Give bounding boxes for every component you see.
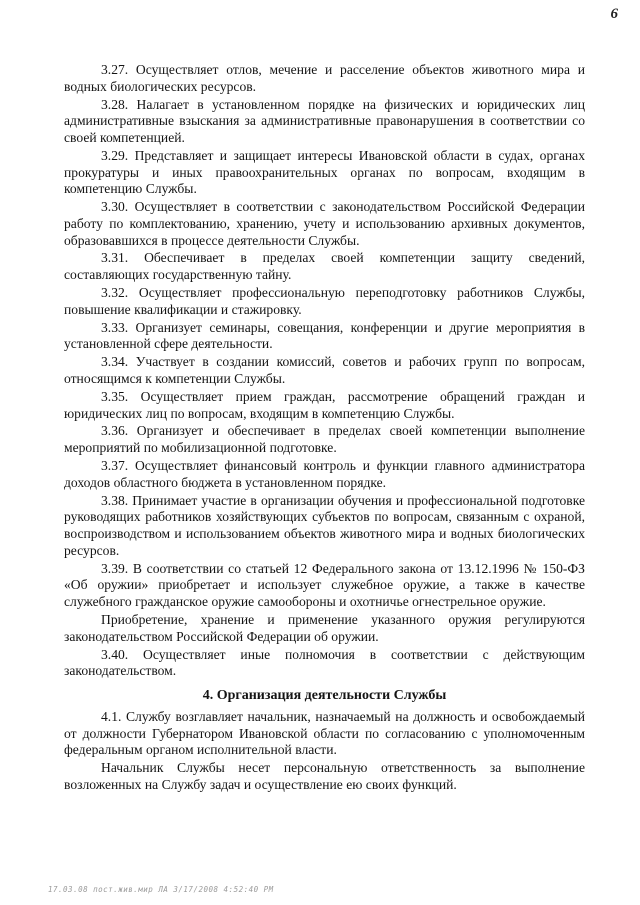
paragraph-3-34: 3.34. Участвует в создании комиссий, советов и рабочих групп по вопросам, относящимся к компетенции Службы. (64, 354, 585, 386)
paragraph-3-33: 3.33. Организует семинары, совещания, конференции и другие мероприятия в установленной сфере деятельности. (64, 319, 585, 352)
page-number: 6 (610, 6, 618, 22)
paragraph-3-30: 3.30. Осуществляет в соответствии с законодательством Российской Федерации работу по комплектованию, хранению, учету и использованию архивных документов, образовавшихся в процессе деятельности Службы. (64, 199, 585, 248)
paragraph-3-40: 3.40. Осуществляет иные полномочия в соответствии с действующим законодательством. (64, 646, 585, 679)
paragraph-3-35: 3.35. Осуществляет прием граждан, рассмотрение обращений граждан и юридических лиц по вопросам, входящим в компетенцию Службы. (64, 388, 585, 421)
paragraph-4-1-continued: Начальник Службы несет персональную ответственность за выполнение возложенных на Службу задач и осуществление ею своих функций. (64, 760, 585, 792)
paragraph-3-38: 3.38. Принимает участие в организации обучения и профессиональной подготовке руководящих работников хозяйствующих субъектов по вопросам, связанным с охраной, воспроизводством и использованием объектов животного мира и водных биологических ресурсов. (64, 492, 585, 558)
paragraph-3-37: 3.37. Осуществляет финансовый контроль и функции главного администратора доходов областного бюджета в установленном порядке. (64, 458, 585, 490)
paragraph-3-39-continued: Приобретение, хранение и применение указанного оружия регулируются законодательством Российской Федерации об оружии. (64, 611, 585, 644)
paragraph-3-39: 3.39. В соответствии со статьей 12 Федерального закона от 13.12.1996 № 150-ФЗ «Об оружии» приобретает и использует служебное оружие, а также в качестве служебного гражданское оружие самообороны и охотничье огнестрельное оружие. (64, 560, 585, 610)
paragraph-3-36: 3.36. Организует и обеспечивает в пределах своей компетенции выполнение мероприятий по мобилизационной подготовке. (64, 423, 585, 456)
paragraph-3-29: 3.29. Представляет и защищает интересы Ивановской области в судах, органах прокуратуры и иных правоохранительных органах по вопросам, входящим в компетенцию Службы. (64, 147, 585, 197)
paragraph-3-32: 3.32. Осуществляет профессиональную переподготовку работников Службы, повышение квалификации и стажировку. (64, 285, 585, 317)
paragraph-3-31: 3.31. Обеспечивает в пределах своей компетенции защиту сведений, составляющих государственную тайну. (64, 250, 585, 283)
footer-stamp: 17.03.08 пост.жив.мир ЛА 3/17/2008 4:52:40 PM (48, 885, 274, 894)
paragraph-3-28: 3.28. Налагает в установленном порядке на физических и юридических лиц административные взыскания за административные правонарушения в соответствии со своей компетенцией. (64, 96, 585, 145)
paragraph-4-1: 4.1. Службу возглавляет начальник, назначаемый на должность и освобождаемый от должности Губернатором Ивановской области по согласованию с уполномоченным федеральным органом исполнительной власти. (64, 708, 585, 758)
paragraph-3-27: 3.27. Осуществляет отлов, мечение и расселение объектов животного мира и водных биологических ресурсов. (64, 62, 585, 94)
section-heading: 4. Организация деятельности Службы (202, 687, 447, 703)
document-body (64, 62, 585, 795)
